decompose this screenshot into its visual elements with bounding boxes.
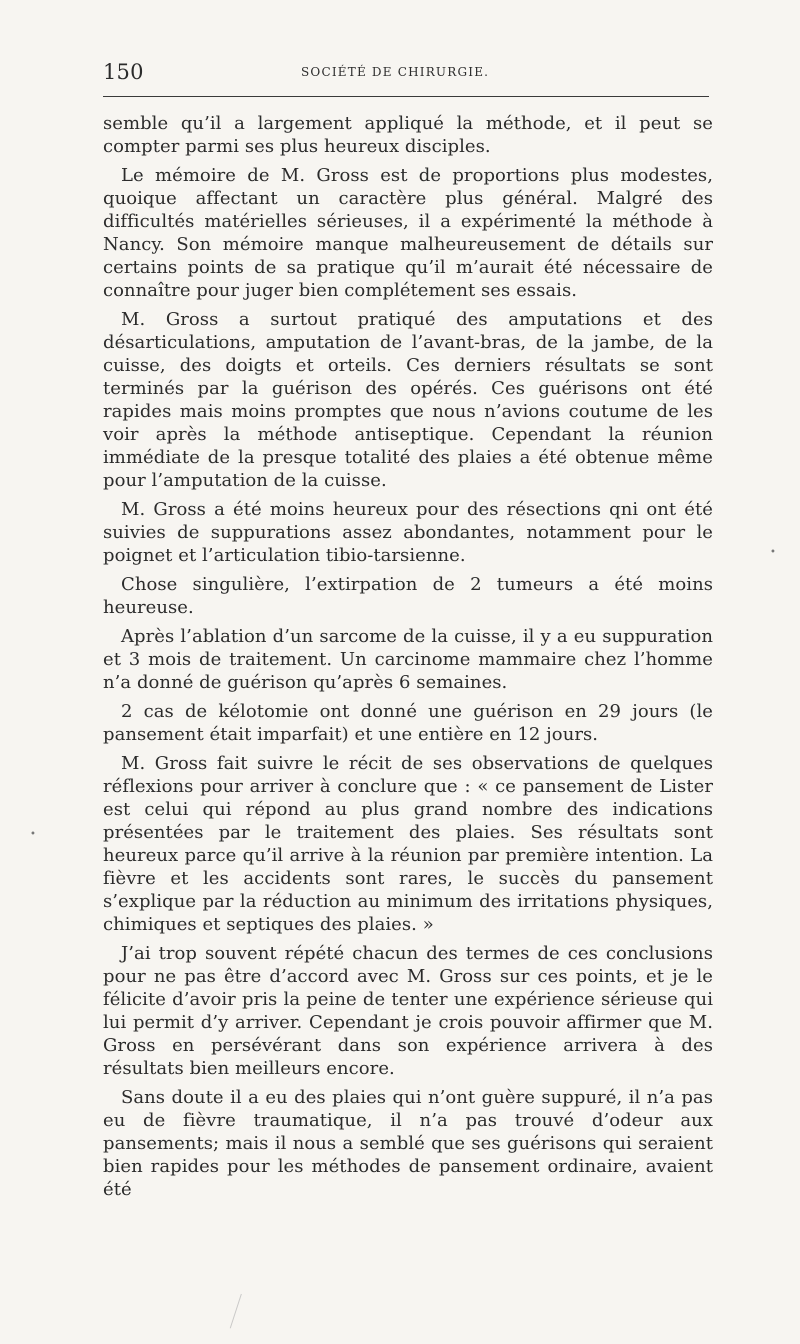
paragraph-8: M. Gross fait suivre le récit de ses observations de quelques réflexions pour arriver à conclure que : « ce pansement de Lister est celui qui répond au plus grand nombre des indications présentées par le traitement des plaies. Ses résultats sont heureux parce qu’il arrive à la réunion par première intention. La fièvre et les accidents sont rares, le succès du pansement s’explique par la réduction au minimum des irritations physiques, chimiques et septiques des plaies. »	[103, 753, 713, 935]
scan-dot-right: •	[770, 547, 776, 558]
paragraph-5: Chose singulière, l’extirpation de 2 tumeurs a été moins heureuse.	[103, 574, 713, 618]
paragraph-10: Sans doute il a eu des plaies qui n’ont guère suppuré, il n’a pas eu de fièvre traumatique, il n’a pas trouvé d’odeur aux pansements; mais il nous a semblé que ses guérisons qui seraient bien rapides pour les méthodes de pansement ordinaire, avaient été	[103, 1087, 713, 1200]
page-header	[103, 60, 707, 90]
paragraph-2: Le mémoire de M. Gross est de proportions plus modestes, quoique affectant un caractère plus général. Malgré des difficultés matérielles sérieuses, il a expérimenté la méthode à Nancy. Son mémoire manque malheureusement de détails sur certains points de sa pratique qu’il m’aurait été nécessaire de connaître pour juger bien complétement ses essais.	[103, 165, 713, 301]
page-number: 150	[103, 60, 144, 84]
paragraph-6: Après l’ablation d’un sarcome de la cuisse, il y a eu suppuration et 3 mois de traitement. Un carcinome mammaire chez l’homme n’a donné de guérison qu’après 6 semaines.	[103, 626, 713, 693]
paragraph-1: semble qu’il a largement appliqué la méthode, et il peut se compter parmi ses plus heureux disciples.	[103, 113, 713, 157]
paragraph-3: M. Gross a surtout pratiqué des amputations et des désarticulations, amputation de l’avant-bras, de la jambe, de la cuisse, des doigts et orteils. Ces derniers résultats se sont terminés par la guérison des opérés. Ces guérisons ont été rapides mais moins promptes que nous n’avions coutume de les voir après la méthode antiseptique. Cependant la réunion immédiate de la presque totalité des plaies a été obtenue même pour l’amputation de la cuisse.	[103, 309, 713, 491]
paragraph-7: 2 cas de kélotomie ont donné une guérison en 29 jours (le pansement était imparfait) et une entière en 12 jours.	[103, 701, 713, 745]
scan-mark-bottom	[230, 1294, 253, 1332]
header-rule	[103, 96, 709, 97]
scan-dot-left: •	[30, 829, 36, 840]
document-body	[103, 112, 713, 1201]
paragraph-9: J’ai trop souvent répété chacun des termes de ces conclusions pour ne pas être d’accord avec M. Gross sur ces points, et je le félicite d’avoir pris la peine de tenter une expérience sérieuse qui lui permit d’y arriver. Cependant je crois pouvoir affirmer que M. Gross en persévérant dans son expérience arrivera à des résultats bien meilleurs encore.	[103, 943, 713, 1079]
paragraph-4: M. Gross a été moins heureux pour des résections qni ont été suivies de suppurations assez abondantes, notamment pour le poignet et l’articulation tibio-tarsienne.	[103, 499, 713, 566]
running-title: SOCIÉTÉ DE CHIRURGIE.	[301, 65, 490, 79]
